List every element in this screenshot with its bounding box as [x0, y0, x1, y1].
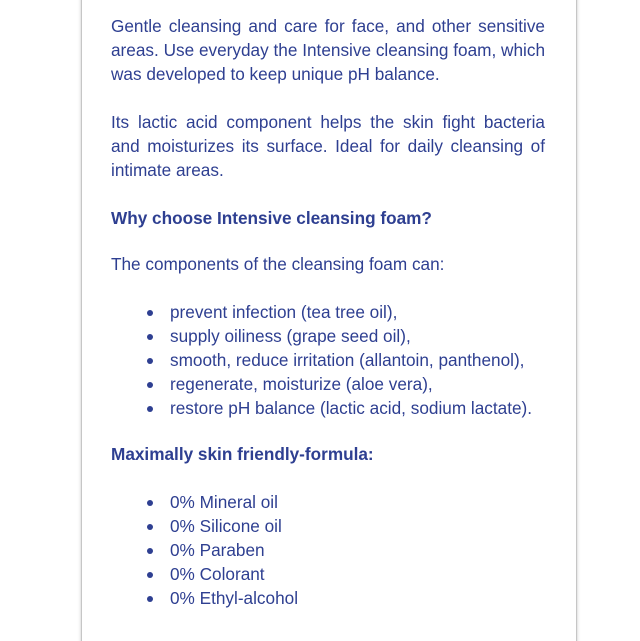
bullet-icon	[147, 572, 153, 578]
bullet-icon	[147, 358, 153, 364]
list-item: 0% Colorant	[111, 562, 545, 586]
list-item: 0% Silicone oil	[111, 514, 545, 538]
bullet-icon	[147, 524, 153, 530]
bullet-icon	[147, 548, 153, 554]
formula-heading: Maximally skin friendly-formula:	[111, 444, 374, 464]
list-item: prevent infection (tea tree oil),	[111, 300, 545, 324]
benefits-list	[111, 300, 545, 420]
list-item: restore pH balance (lactic acid, sodium lactate).	[111, 396, 545, 420]
list-item: 0% Paraben	[111, 538, 545, 562]
bullet-icon	[147, 334, 153, 340]
bullet-icon	[147, 406, 153, 412]
bullet-icon	[147, 500, 153, 506]
list-item: smooth, reduce irritation (allantoin, panthenol),	[111, 348, 545, 372]
list-item: supply oiliness (grape seed oil),	[111, 324, 545, 348]
list-item: 0% Mineral oil	[111, 490, 545, 514]
bullet-icon	[147, 310, 153, 316]
components-intro: The components of the cleansing foam can:	[111, 254, 445, 274]
list-item: regenerate, moisturize (aloe vera),	[111, 372, 545, 396]
bullet-icon	[147, 596, 153, 602]
product-description	[111, 14, 545, 610]
bullet-icon	[147, 382, 153, 388]
free-from-list	[111, 490, 545, 610]
lactic-acid-paragraph: Its lactic acid component helps the skin fight bacteria and moisturizes its surface. Ideal for daily cleansing of intimate areas.	[111, 112, 545, 180]
list-item: 0% Ethyl-alcohol	[111, 586, 545, 610]
intro-paragraph: Gentle cleansing and care for face, and other sensitive areas. Use everyday the Intensive cleansing foam, which was developed to keep unique pH balance.	[111, 16, 545, 84]
why-choose-heading: Why choose Intensive cleansing foam?	[111, 208, 432, 228]
